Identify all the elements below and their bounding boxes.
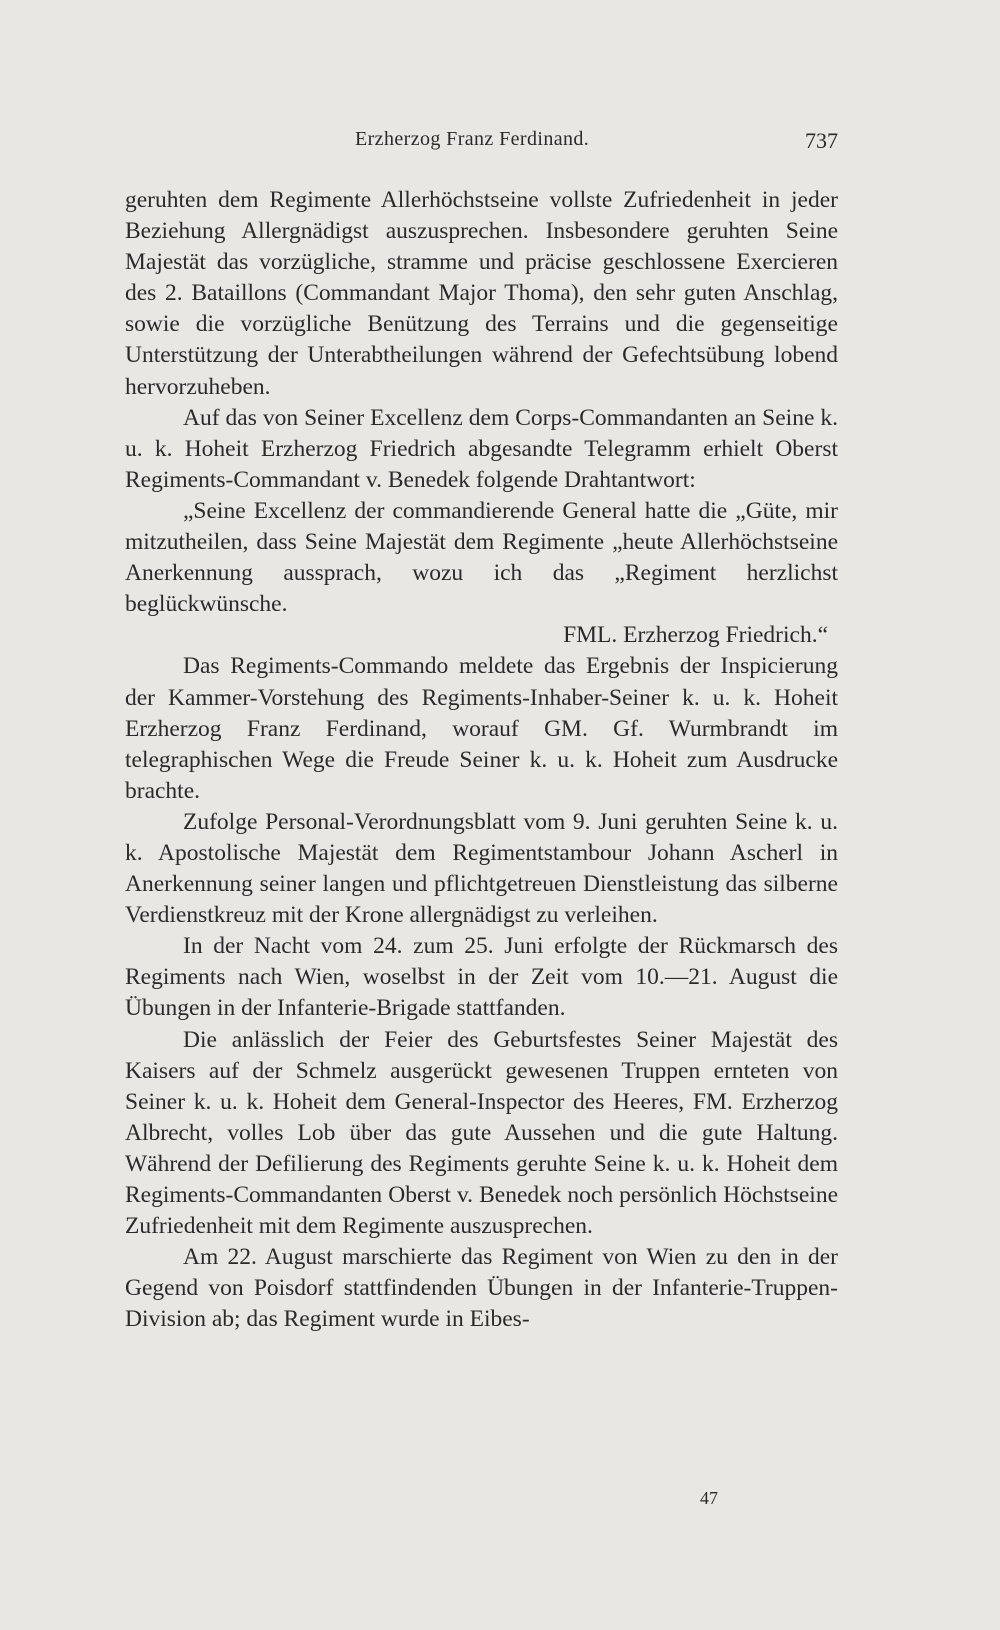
paragraph-1: geruhten dem Regimente Allerhöchstseine vollste Zufriedenheit in jeder Beziehung Allergnädigst auszusprechen. Insbesondere geruhten Seine Majestät das vorzügliche, stramme und präcise geschlossene Exercieren des 2. Bataillons (Commandant Major Thoma), den sehr guten Anschlag, sowie die vorzügliche Benützung des Terrains und die gegenseitige Unterstützung der Unterabtheilungen während der Gefechtsübung lobend hervorzuheben. (125, 187, 838, 400)
body-text (125, 185, 838, 1335)
telegram-quote: „Seine Excellenz der commandierende General hatte die „Güte, mir mitzutheilen, dass Seine Majestät dem Regimente „heute Allerhöchstseine Anerkennung aussprach, wozu ich das „Regiment herzlichst beglückwünsche. (125, 497, 838, 618)
running-title: Erzherzog Franz Ferdinand. (355, 128, 590, 150)
paragraph-6: Die anlässlich der Feier des Geburtsfestes Seiner Majestät des Kaisers auf der Schmelz ausgerückt gewesenen Truppen ernteten von Seiner k. u. k. Hoheit dem General-Inspector des Heeres, FM. Erzherzog Albrecht, volles Lob über das gute Aussehen und die gute Haltung. Während der Defilierung des Regiments geruhte Seine k. u. k. Hoheit dem Regiments-Commandanten Oberst v. Benedek noch persönlich Höchstseine Zufriedenheit mit dem Regimente auszusprechen. (125, 1026, 838, 1240)
paragraph-2: Auf das von Seiner Excellenz dem Corps-Commandanten an Seine k. u. k. Hoheit Erzherzog Friedrich abgesandte Telegramm erhielt Oberst Regiments-Commandant v. Benedek folgende Drahtantwort: (125, 404, 838, 493)
paragraph-3: Das Regiments-Commando meldete das Ergebnis der Inspicierung der Kammer-Vorstehung des Regiments-Inhaber-Seiner k. u. k. Hoheit Erzherzog Franz Ferdinand, worauf GM. Gf. Wurmbrandt im telegraphischen Wege die Freude Seiner k. u. k. Hoheit zum Ausdrucke brachte. (125, 653, 838, 804)
page-header (125, 128, 838, 158)
paragraph-5: In der Nacht vom 24. zum 25. Juni erfolgte der Rückmarsch des Regiments nach Wien, woselbst in der Zeit vom 10.—21. August die Übungen in der Infanterie-Brigade stattfanden. (125, 933, 838, 1022)
signature-mark: 47 (700, 1488, 718, 1508)
paragraph-7: Am 22. August marschierte das Regiment von Wien zu den in der Gegend von Poisdorf stattfindenden Übungen in der Infanterie-Truppen-Division ab; das Regiment wurde in Eibes- (125, 1244, 838, 1333)
paragraph-4: Zufolge Personal-Verordnungsblatt vom 9. Juni geruhten Seine k. u. k. Apostolische Majestät dem Regimentstambour Johann Ascherl in Anerkennung seiner langen und pflichtgetreuen Dienstleistung das silberne Verdienstkreuz mit der Krone allergnädigst zu verleihen. (125, 808, 838, 929)
page-number: 737 (805, 128, 838, 153)
telegram-signature: FML. Erzherzog Friedrich.“ (563, 622, 828, 649)
